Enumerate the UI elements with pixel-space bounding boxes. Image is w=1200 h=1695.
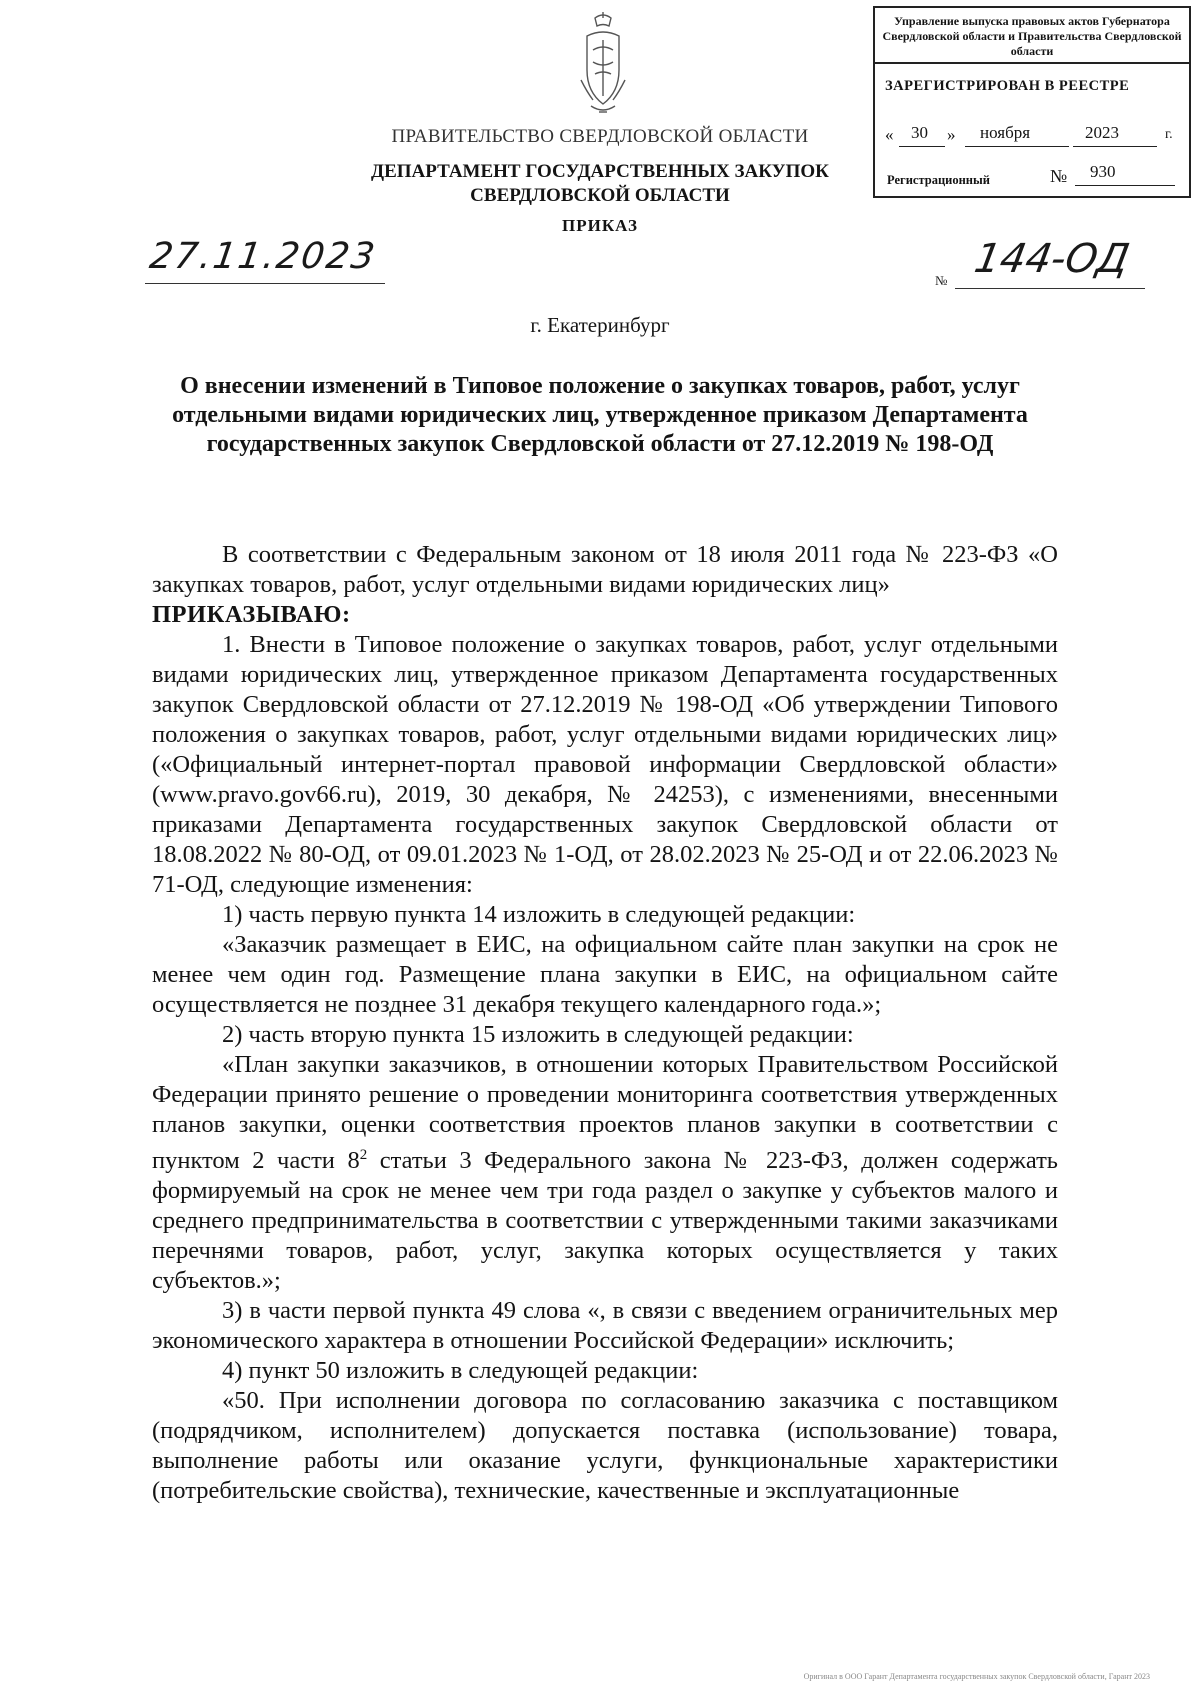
stamp-date [885, 125, 1185, 147]
stamp-open-quote: « [885, 125, 894, 144]
stamp-authority: Управление выпуска правовых актов Губернатора Свердловской области и Правительства Свердловской области [875, 8, 1189, 64]
date-underline [145, 283, 385, 284]
stamp-reg-sign: № [1050, 166, 1068, 186]
stamp-reg-number: 930 [1090, 162, 1116, 181]
stamp-registered-label: ЗАРЕГИСТРИРОВАН В РЕЕСТРЕ [885, 78, 1130, 94]
document-body [152, 540, 1058, 1506]
footer-note: Оригинал в ООО Гарант Департамента государственных закупок Свердловской области, Гарант 2023 [803, 1672, 1150, 1681]
order-number-sign: № [935, 273, 948, 288]
order-word: ПРИКАЗЫВАЮ: [152, 601, 351, 628]
paragraph-6: 3) в части первой пункта 49 слова «, в связи с введением ограничительных мер экономического характера в отношении Российской Федерации» исключить; [152, 1297, 1058, 1355]
government-name: ПРАВИТЕЛЬСТВО СВЕРДЛОВСКОЙ ОБЛАСТИ [391, 126, 809, 147]
document-type: ПРИКАЗ [562, 216, 638, 235]
paragraph-3: «Заказчик размещает в ЕИС, на официальном сайте план закупки на срок не менее чем один год. Размещение плана закупки в ЕИС, на официальном сайте осуществляется не позднее 31 декабря текущего календарного года.»; [152, 931, 1058, 1018]
stamp-year: 2023 [1085, 123, 1119, 142]
paragraph-8: «50. При исполнении договора по согласованию заказчика с поставщиком (подрядчиком, исполнителем) допускается поставка (использование) товара, выполнение работы или оказание услуги, функциональные характеристики (потребительские свойства), технические, качественные и эксплуатационные [152, 1387, 1058, 1505]
document-title: О внесении изменений в Типовое положение о закупках товаров, работ, услуг отдельными видами юридических лиц, утвержденное приказом Департамента государственных закупок Свердловской области от 27.12.2019 № 198-ОД [172, 373, 1028, 457]
paragraph-5-part-b: статьи 3 Федерального закона № 223-ФЗ, должен содержать формируемый на срок не менее чем три года раздел о закупке у субъектов малого и среднего предпринимательства в соответствии с утвержденными такими заказчиками перечнями товаров, работ, услуг, закупка которых осуществляется у таких субъектов.»; [152, 1147, 1058, 1295]
paragraph-1: 1. Внести в Типовое положение о закупках товаров, работ, услуг отдельными видами юридических лиц, утвержденное приказом Департамента государственных закупок Свердловской области от 27.12.2019 № 198-ОД «Об утверждении Типового положения о закупках товаров, работ, услуг отдельными видами юридических лиц» («Официальный интернет-портал правовой информации Свердловской области» (www.pravo.gov66.ru), 2019, 30 декабря, № 24253), с изменениями, внесенными приказами Департамента государственных закупок Свердловской области от 18.08.2022 № 80-ОД, от 09.01.2023 № 1-ОД, от 28.02.2023 № 25-ОД и от 22.06.2023 № 71-ОД, следующие изменения: [152, 631, 1058, 898]
number-underline [955, 288, 1145, 289]
paragraph-5-superscript: 2 [359, 1147, 368, 1163]
paragraph-5-part-a: «План закупки заказчиков, в отношении которых Правительством Российской Федерации принято решение о проведении мониторинга соответствия утвержденных планов закупки, оценки соответствия проектов планов закупки в соответствии с пунктом 2 части 8 [152, 1051, 1058, 1175]
paragraph-7: 4) пункт 50 изложить в следующей редакции: [222, 1357, 699, 1385]
stamp-reg-label: Регистрационный [887, 173, 990, 187]
stamp-month: ноября [980, 123, 1031, 142]
paragraph-2: 1) часть первую пункта 14 изложить в следующей редакции: [222, 901, 856, 928]
stamp-year-suffix: г. [1165, 127, 1173, 142]
coat-of-arms-icon [573, 10, 633, 120]
registration-stamp [873, 6, 1191, 198]
paragraph-5 [152, 1050, 1058, 1296]
city: г. Екатеринбург [530, 313, 670, 337]
stamp-day: 30 [911, 123, 928, 142]
order-number: 144-ОД [970, 236, 1133, 282]
intro-paragraph: В соответствии с Федеральным законом от 18 июля 2011 года № 223-ФЗ «О закупках товаров, работ, услуг отдельными видами юридических лиц» [152, 541, 1058, 598]
order-date: 27.11.2023 [147, 236, 380, 277]
department-name: ДЕПАРТАМЕНТ ГОСУДАРСТВЕННЫХ ЗАКУПОК СВЕРДЛОВСКОЙ ОБЛАСТИ [371, 161, 829, 206]
stamp-close-quote: » [947, 125, 956, 144]
paragraph-4: 2) часть вторую пункта 15 изложить в следующей редакции: [222, 1021, 854, 1048]
